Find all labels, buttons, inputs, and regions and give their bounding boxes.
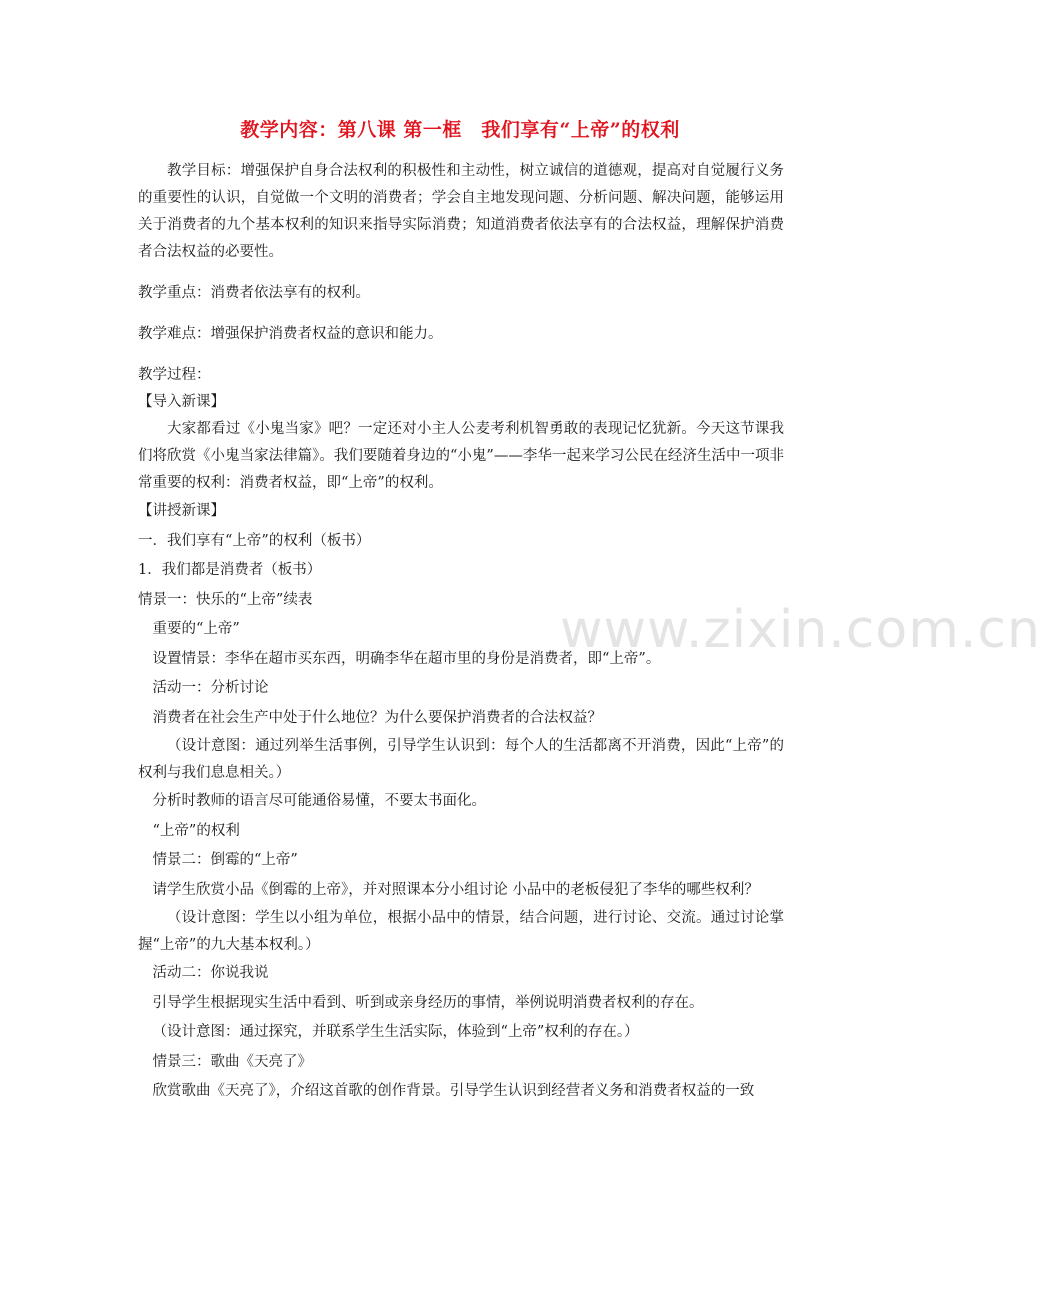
item-heading: 1．我们都是消费者（板书） [138,562,322,578]
intro-paragraph: 大家都看过《小鬼当家》吧？一定还对小主人公麦考利机智勇敢的表现记忆犹新。今天这节课我们将欣赏《小鬼当家法律篇》。我们要随着身边的“小鬼”——李华一起来学习公民在经济生活中一项非常重要的权利：消费者权益，即“上帝”的权利。 [138,421,784,491]
objectives-paragraph: 教学目标：增强保护自身合法权利的积极性和主动性，树立诚信的道德观，提高对自觉履行义务的重要性的认识，自觉做一个文明的消费者；学会自主地发现问题、分析问题、解决问题，能够运用关于消费者的九个基本权利的知识来指导实际消费；知道消费者依法享有的合法权益，理解保护消费者合法权益的必要性。 [138,163,784,260]
scene-one: 情景一：快乐的“上帝”续表 [138,591,313,608]
process-label: 教学过程： [138,367,211,383]
design-intent-one: （设计意图：通过列举生活事例，引导学生认识到：每个人的生活都离不开消费，因此“上帝”的权利与我们息息相关。） [138,738,784,781]
design-intent-two: （设计意图：学生以小组为单位，根据小品中的情景，结合问题，进行讨论、交流。通过讨论掌握“上帝”的九大基本权利。） [138,910,784,953]
page-title: 教学内容：第八课 第一框 我们享有“上帝”的权利 [240,119,680,141]
scene-two: 情景二：倒霉的“上帝” [152,852,298,868]
scene-three: 情景三：歌曲《天亮了》 [152,1053,312,1070]
guide-students: 引导学生根据现实生活中看到、听到或亲身经历的事情，举例说明消费者权利的存在。 [152,994,704,1011]
activity-two: 活动二：你说我说 [152,965,269,981]
skit-discussion: 请学生欣赏小品《倒霉的上帝》，并对照课本分小组讨论 小品中的老板侵犯了李华的哪些权利？ [152,881,759,898]
document-body [138,158,784,1107]
intro-heading: 【导入新课】 [138,394,225,410]
god-rights: “上帝”的权利 [152,822,240,839]
new-lesson-heading: 【讲授新课】 [138,503,225,519]
design-intent-three: （设计意图：通过探究，并联系学生生活实际，体验到“上帝”权利的存在。） [152,1024,639,1040]
analysis-note: 分析时教师的语言尽可能通俗易懂，不要太书面化。 [152,793,486,809]
song-paragraph: 欣赏歌曲《天亮了》，介绍这首歌的创作背景。引导学生认识到经营者义务和消费者权益的一致 [152,1083,755,1099]
key-point: 教学重点：消费者依法享有的权利。 [138,285,370,301]
question-one: 消费者在社会生产中处于什么地位？为什么要保护消费者的合法权益？ [152,709,602,726]
activity-one: 活动一：分析讨论 [152,680,269,696]
setup-scene: 设置情景：李华在超市买东西，明确李华在超市里的身份是消费者，即“上帝”。 [152,650,661,667]
important-god: 重要的“上帝” [152,621,240,637]
watermark: www.zixin.com.cn [560,600,1041,660]
difficulty: 教学难点：增强保护消费者权益的意识和能力。 [138,326,443,342]
section-heading: 一．我们享有“上帝”的权利（板书） [138,532,371,549]
